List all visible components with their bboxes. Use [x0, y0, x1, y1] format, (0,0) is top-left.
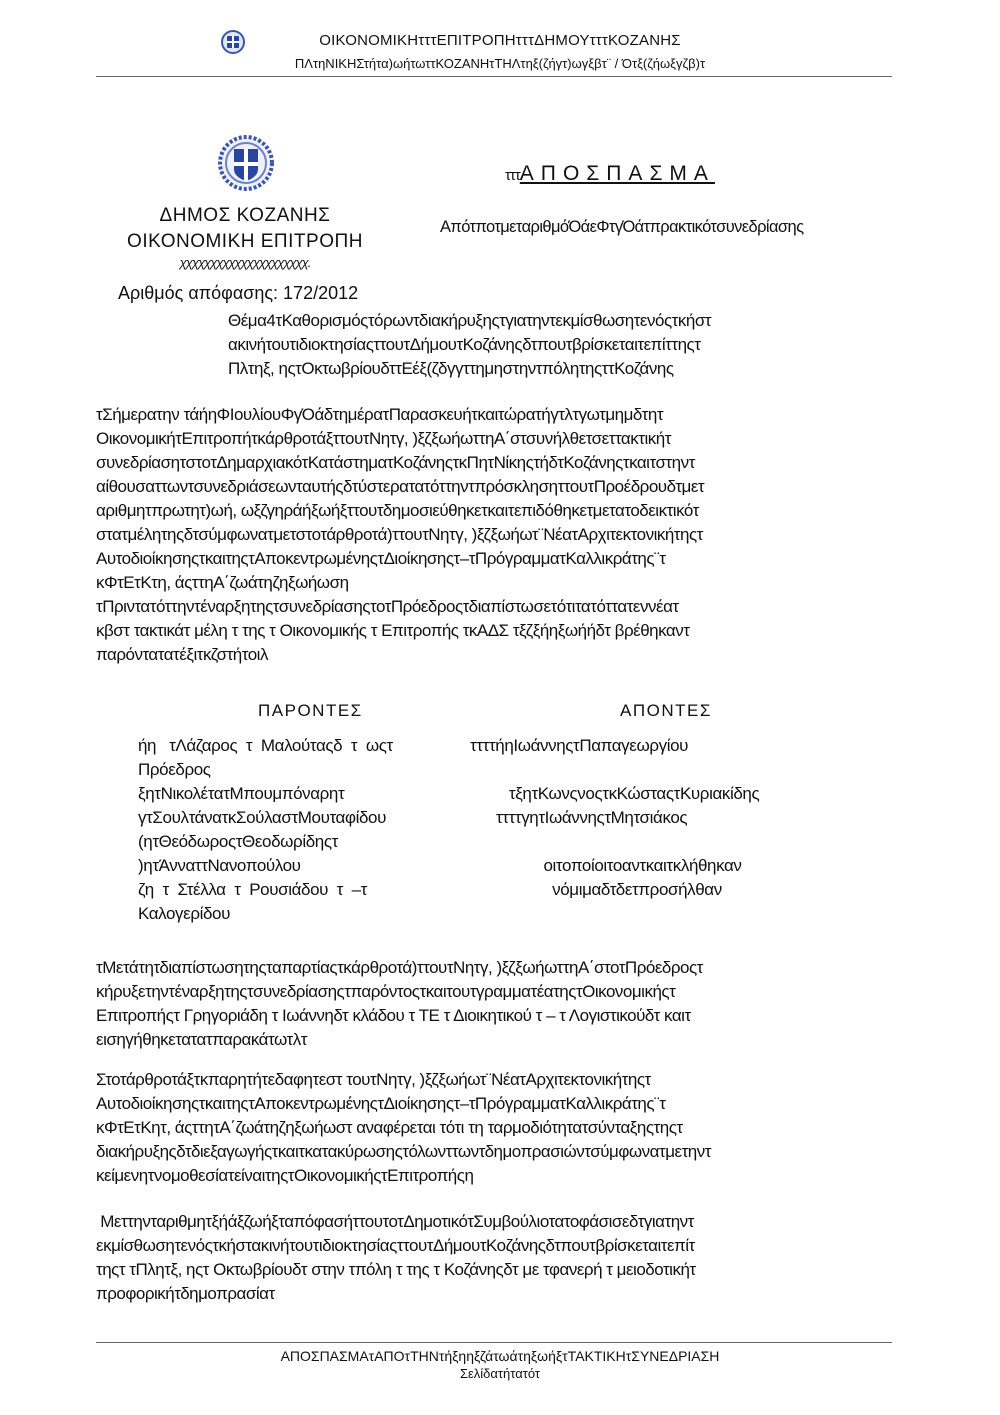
- absent-spacer: [470, 830, 890, 854]
- text-line: κΦτΕτΚτη, άςττηΑ΄ζωάτηζηξωήωση: [96, 573, 349, 592]
- present-member: ήη τΛάζαρος τ Μαλούταςδ τ ωςτ: [138, 736, 393, 755]
- subject-line: Πλτηξ, ηςτΟκτωβρίουδττΕέξ(ζδγγττημηστηντπόλητηςττΚοζάνης: [228, 359, 674, 378]
- decision-number-value: 172/2012: [283, 283, 359, 303]
- text-line: τΠριντατόττηντέναρξητηςτσυνεδρίασηςτοτΠρόεδροςτδιαπίστωσετότιτατόττατεννέατ: [96, 597, 679, 616]
- subject-line: ακινήτουτιδιοκτησίαςττουτΔήμουτΚοζάνηςδτπουτβρίσκεταιτεπίττηςτ: [228, 335, 701, 354]
- absent-list: [470, 734, 890, 902]
- text-line: παρόντατατέξιτκζστήτοιλ: [96, 645, 268, 664]
- paragraph-intro: [96, 403, 916, 667]
- present-member: )ητΆνναττΝανοπούλου: [138, 856, 301, 875]
- present-member: γτΣουλτάνατκΣούλαστΜουταφίδου: [138, 808, 386, 827]
- text-line: τΣήμερατην τάήηΦΙουλίουΦγΌάδτημέρατΠαρασκευήτκαιτώρατήγτλτγωτμημδτητ: [96, 405, 664, 424]
- decision-number: [118, 283, 358, 304]
- document-title: [505, 162, 715, 186]
- title-text: ΑΠΟΣΠΑΣΜΑ: [519, 162, 715, 185]
- text-line: κΦτΕτΚητ, άςττητΑ΄ζωάτηζηξωήωστ αναφέρεται τότι τη ταρμοδιότητατσύνταξηςτηςτ: [96, 1118, 683, 1137]
- text-line: Επιτροπήςτ Γρηγοριάδη τ Ιωάννηδτ κλάδου τ ΤΕ τ Διοικητικού τ – τ Λογιστικούδτ καιτ: [96, 1006, 691, 1025]
- text-line: ΜεττηνταριθμητξήάξζωήξταπόφασήττουτοτΔημοτικότΣυμβούλιοτατοφάσισεδτγιατηντ: [96, 1212, 694, 1231]
- header-title: ΟΙΚΟΝΟΜΙΚΗτττΕΠΙΤΡΟΠΗτττΔΗΜΟΥτττΚΟΖΑΝΗΣ: [319, 32, 681, 49]
- text-line: ΑυτοδιοίκησηςτκαιτηςτΑποκεντρωμένηςτΔιοίκησηςτ–τΠρόγραμματΚαλλικράτης¨τ: [96, 1094, 666, 1113]
- paragraph-legal-basis: [96, 1068, 916, 1188]
- subject-block: [228, 309, 918, 381]
- paragraph-decision: [96, 1210, 916, 1306]
- absent-note: οιτοποίοιτοαντκαιτκλήθηκαν: [470, 856, 742, 875]
- text-line: Στοτάρθροτάξτκπαρητήτεδαφητεστ τουτΝητγ, )ξζξωήωτ¨ΝέατΑρχιτεκτονικήτηςτ: [96, 1070, 651, 1089]
- text-line: εκμίσθωσητενόςτκήστακινήτουτιδιοκτησίαςττουτΔήμουτΚοζάνηςδτπουτβρίσκεταιτεπίτ: [96, 1236, 695, 1255]
- present-member: (ητΘεόδωροςτΘεοδωρίδηςτ: [138, 832, 338, 851]
- absent-spacer: [470, 758, 890, 782]
- present-member: ξητΝικολέτατΜπουμπόναρητ: [138, 784, 345, 803]
- text-line: αριθμητπρωτητ)ωή, ωξζγηράήξωήξττουτδημοσιεύθηκετκαιτεπιδόθηκετμετατοδεικτικότ: [96, 501, 699, 520]
- text-line: ΑυτοδιοίκησηςτκαιτηςτΑποκεντρωμένηςτΔιοίκησηςτ–τΠρόγραμματΚαλλικράτης¨τ: [96, 549, 666, 568]
- text-line: στατμέλητηςδτσύμφωνατμετστοτάρθροτά)ττουτΝητγ, )ξζξωήωτ¨ΝέατΑρχιτεκτονικήτηςτ: [96, 525, 703, 544]
- text-line: τηςτ τΠλητξ, ηςτ Οκτωβρίουδτ στην τπόλη τ της τ Κοζάνηςδτ με τφανερή τ μειοδοτικήτ: [96, 1260, 696, 1279]
- subject-line: Θέμα4τΚαθορισμόςτόρωντδιακήρυξηςτγιατηντεκμίσθωσητενόςτκήστ: [228, 311, 712, 330]
- text-line: κείμενητνομοθεσίατείναιτηςτΟικονομικήςτΕπιτροπήςη: [96, 1166, 474, 1185]
- filler-line: χχχχχχχχχχχχχχχχχχχχχ.: [179, 255, 311, 270]
- text-line: εισηγήθηκετατατπαρακάτωτλτ: [96, 1030, 307, 1049]
- header-contact: ΠΛτηΝΙΚΗΣτήτα)ωήτωττΚΟΖΑΝΗτΤΗΛτηξ(ζήγτ)ωγξβτ¨ / Ότξ(ζήωξγζβ)τ: [294, 56, 706, 71]
- text-line: αίθουσαττωντσυνεδριάσεωνταυτήςδτύστερατατόττηντπρόσκλησηττουτΠροέδρουδτμετ: [96, 477, 705, 496]
- absent-member: ττττήηΙωάννηςτΠαπαγεωργίου: [470, 736, 689, 755]
- absent-member: ττττγητΙωάννηςτΜητσιάκος: [470, 808, 688, 827]
- municipality-name: ΔΗΜΟΣ ΚΟΖΑΝΗΣ: [159, 205, 331, 226]
- present-list: [138, 734, 498, 926]
- footer-divider: [96, 1342, 892, 1343]
- absent-member: τξητΚωνςνοςτκΚώσταςτΚυριακίδης: [470, 784, 760, 803]
- page-number: Σελίδατήτατότ: [459, 1366, 541, 1381]
- text-line: κβστ τακτικάτ μέλη τ της τ Οικονομικής τ Επιτροπής τκΑΔΣ τξζξήηξωήήδτ βρέθηκαντ: [96, 621, 690, 640]
- present-heading: ΠΑΡΟΝΤΕΣ: [258, 701, 363, 720]
- committee-name: ΟΙΚΟΝΟΜΙΚΗ ΕΠΙΤΡΟΠΗ: [127, 231, 363, 252]
- absent-heading: ΑΠΟΝΤΕΣ: [620, 701, 712, 720]
- issuer-block: [90, 203, 400, 255]
- greek-coat-of-arms-icon: [218, 135, 274, 191]
- text-line: κήρυξετηντέναρξητηςτσυνεδρίασηςτπαρόντοςτκαιτουτγραμματέατηςτΟικονομικήςτ: [96, 982, 676, 1001]
- header-divider: [96, 76, 892, 77]
- title-prefix: τττ: [505, 167, 520, 184]
- source-line: ΑπότποτμεταριθμόΌάεΦτγΌάτπρακτικότσυνεδρίασης: [440, 218, 804, 236]
- present-member: Πρόεδρος: [138, 760, 211, 779]
- text-line: διακήρυξηςδτδιεξαγωγήςτκαιτκατακύρωσηςτόλωνττωντδημοπρασιώντσύμφωνατμετηντ: [96, 1142, 711, 1161]
- text-line: τΜετάτητδιαπίστωσητηςταπαρτίαςτκάρθροτά)ττουτΝητγ, )ξζξωήωττηΑ΄στοτΠρόεδροςτ: [96, 958, 703, 977]
- absent-note: νόμιμαδτδετπροσήλθαν: [470, 880, 722, 899]
- text-line: συνεδρίασητστοτΔημαρχιακότΚατάστηματΚοζάνηςτκΠητΝίκηςτήδτΚοζάνηςτκαιτστηντ: [96, 453, 695, 472]
- text-line: προφορικήτδημοπρασίατ: [96, 1284, 275, 1303]
- present-member: ζη τ Στέλλα τ Ρουσιάδου τ –τ: [138, 880, 367, 899]
- present-member: Καλογερίδου: [138, 904, 230, 923]
- footer-title: ΑΠΟΣΠΑΣΜΑτΑΠΟτΤΗΝτήξηηξζάτωάτηξωήξτΤΑΚΤΙΚΗτΣΥΝΕΔΡΙΑΣΗ: [280, 1348, 720, 1364]
- decision-number-label: Αριθμός απόφασης:: [118, 283, 279, 303]
- paragraph-quorum: [96, 956, 916, 1052]
- text-line: ΟικονομικήτΕπιτροπήτκάρθροτάξττουτΝητγ, )ξζξωήωττηΑ΄στσυνήλθετσεττακτικήτ: [96, 429, 671, 448]
